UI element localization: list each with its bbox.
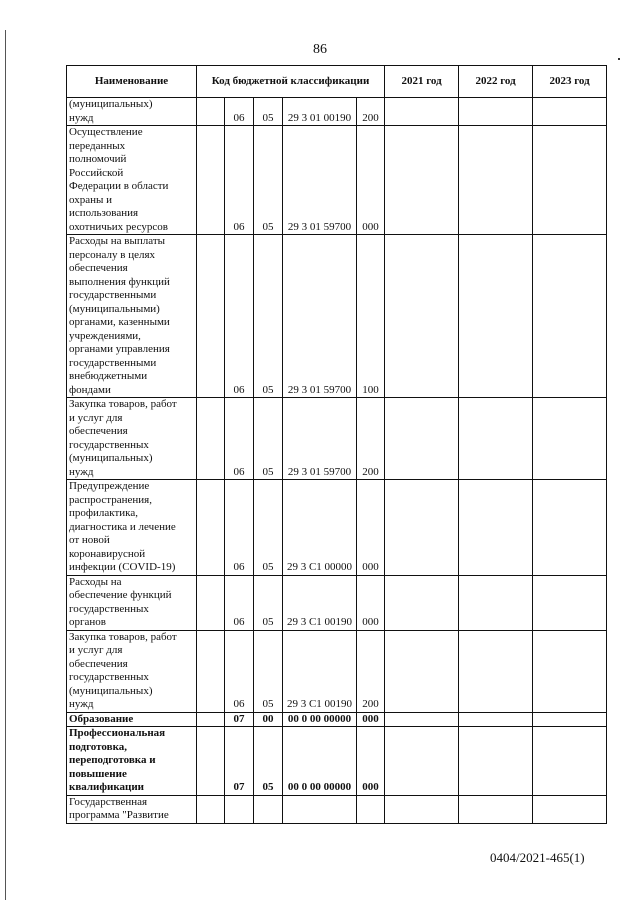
row-value-y2023	[533, 480, 607, 576]
row-value-y2021	[385, 398, 459, 480]
row-value-y2022	[459, 630, 533, 712]
table-row	[67, 795, 607, 823]
row-value-y2022	[459, 795, 533, 823]
row-name: Профессиональная подготовка, переподготовка и повышение квалификации	[67, 727, 197, 796]
row-empty-cell	[197, 480, 225, 576]
row-value-y2023	[533, 727, 607, 796]
row-empty-cell	[197, 795, 225, 823]
row-code-c4: 29 3 01 59700	[283, 235, 357, 398]
row-code-c3: 05	[254, 727, 283, 796]
budget-table	[66, 65, 607, 824]
row-code-c5: 200	[357, 398, 385, 480]
document-code: 0404/2021-465(1)	[490, 850, 585, 865]
row-code-c2: 06	[225, 630, 254, 712]
row-code-c5: 100	[357, 235, 385, 398]
row-value-y2021	[385, 712, 459, 727]
row-code-c3: 05	[254, 630, 283, 712]
row-empty-cell	[197, 98, 225, 126]
row-code-c5: 200	[357, 630, 385, 712]
row-empty-cell	[197, 630, 225, 712]
row-code-c4: 29 3 C1 00190	[283, 630, 357, 712]
header-2023: 2023 год	[533, 66, 607, 98]
row-value-y2023	[533, 630, 607, 712]
row-value-y2023	[533, 712, 607, 727]
table-header-row	[67, 66, 607, 98]
row-code-c2: 07	[225, 712, 254, 727]
row-value-y2021	[385, 480, 459, 576]
row-name: Расходы на обеспечение функций государственных органов	[67, 575, 197, 630]
row-code-c3: 05	[254, 575, 283, 630]
row-code-c5: 000	[357, 126, 385, 235]
row-name: Закупка товаров, работ и услуг для обеспечения государственных (муниципальных) нужд	[67, 630, 197, 712]
row-empty-cell	[197, 712, 225, 727]
row-value-y2021	[385, 575, 459, 630]
row-code-c5: 200	[357, 98, 385, 126]
row-value-y2021	[385, 126, 459, 235]
row-empty-cell	[197, 398, 225, 480]
row-value-y2022	[459, 235, 533, 398]
row-empty-cell	[197, 575, 225, 630]
table-row	[67, 126, 607, 235]
row-name: Осуществление переданных полномочий Российской Федерации в области охраны и использования охотничьих ресурсов	[67, 126, 197, 235]
row-value-y2022	[459, 575, 533, 630]
row-name: Предупреждение распространения, профилактика, диагностика и лечение от новой коронавирусной инфекции (COVID-19)	[67, 480, 197, 576]
row-code-c3: 05	[254, 235, 283, 398]
header-code: Код бюджетной классификации	[197, 66, 385, 98]
row-value-y2022	[459, 727, 533, 796]
row-code-c2	[225, 795, 254, 823]
row-code-c2: 06	[225, 126, 254, 235]
row-code-c4: 29 3 01 00190	[283, 98, 357, 126]
row-code-c5: 000	[357, 727, 385, 796]
row-value-y2022	[459, 98, 533, 126]
table-row	[67, 727, 607, 796]
header-name: Наименование	[67, 66, 197, 98]
row-code-c5	[357, 795, 385, 823]
row-code-c4: 29 3 C1 00190	[283, 575, 357, 630]
row-code-c4: 00 0 00 00000	[283, 727, 357, 796]
page-number: 86	[313, 42, 327, 57]
row-empty-cell	[197, 727, 225, 796]
row-code-c5: 000	[357, 575, 385, 630]
scan-mark	[618, 58, 620, 60]
row-code-c2: 06	[225, 235, 254, 398]
row-code-c5: 000	[357, 712, 385, 727]
row-value-y2022	[459, 126, 533, 235]
row-name: Закупка товаров, работ и услуг для обеспечения государственных (муниципальных) нужд	[67, 398, 197, 480]
row-value-y2022	[459, 712, 533, 727]
row-code-c4: 29 3 C1 00000	[283, 480, 357, 576]
row-value-y2023	[533, 398, 607, 480]
table-row	[67, 712, 607, 727]
row-code-c4	[283, 795, 357, 823]
table-row	[67, 98, 607, 126]
row-code-c4: 29 3 01 59700	[283, 126, 357, 235]
row-value-y2021	[385, 235, 459, 398]
row-code-c5: 000	[357, 480, 385, 576]
row-name: Образование	[67, 712, 197, 727]
table-row	[67, 575, 607, 630]
binding-line	[5, 30, 6, 900]
row-name: Расходы на выплаты персоналу в целях обеспечения выполнения функций государственными (муниципальными) органами, казенными учреждениями, органами управления государственными внебюджетными фондами	[67, 235, 197, 398]
row-code-c2: 06	[225, 480, 254, 576]
row-empty-cell	[197, 235, 225, 398]
table-body	[67, 98, 607, 824]
row-value-y2022	[459, 398, 533, 480]
row-code-c2: 06	[225, 98, 254, 126]
row-empty-cell	[197, 126, 225, 235]
row-code-c4: 29 3 01 59700	[283, 398, 357, 480]
row-value-y2021	[385, 727, 459, 796]
row-value-y2023	[533, 126, 607, 235]
row-code-c3: 05	[254, 126, 283, 235]
row-value-y2023	[533, 98, 607, 126]
row-code-c3: 00	[254, 712, 283, 727]
row-name: Государственная программа "Развитие	[67, 795, 197, 823]
row-value-y2021	[385, 630, 459, 712]
row-code-c3: 05	[254, 480, 283, 576]
row-code-c3	[254, 795, 283, 823]
row-value-y2023	[533, 575, 607, 630]
table-row	[67, 480, 607, 576]
row-value-y2022	[459, 480, 533, 576]
row-code-c2: 06	[225, 398, 254, 480]
row-code-c3: 05	[254, 398, 283, 480]
row-name: (муниципальных) нужд	[67, 98, 197, 126]
row-value-y2023	[533, 235, 607, 398]
header-2021: 2021 год	[385, 66, 459, 98]
row-value-y2021	[385, 98, 459, 126]
row-code-c2: 06	[225, 575, 254, 630]
table-row	[67, 630, 607, 712]
header-2022: 2022 год	[459, 66, 533, 98]
row-code-c2: 07	[225, 727, 254, 796]
table-row	[67, 398, 607, 480]
row-code-c3: 05	[254, 98, 283, 126]
row-value-y2021	[385, 795, 459, 823]
row-value-y2023	[533, 795, 607, 823]
table-row	[67, 235, 607, 398]
row-code-c4: 00 0 00 00000	[283, 712, 357, 727]
